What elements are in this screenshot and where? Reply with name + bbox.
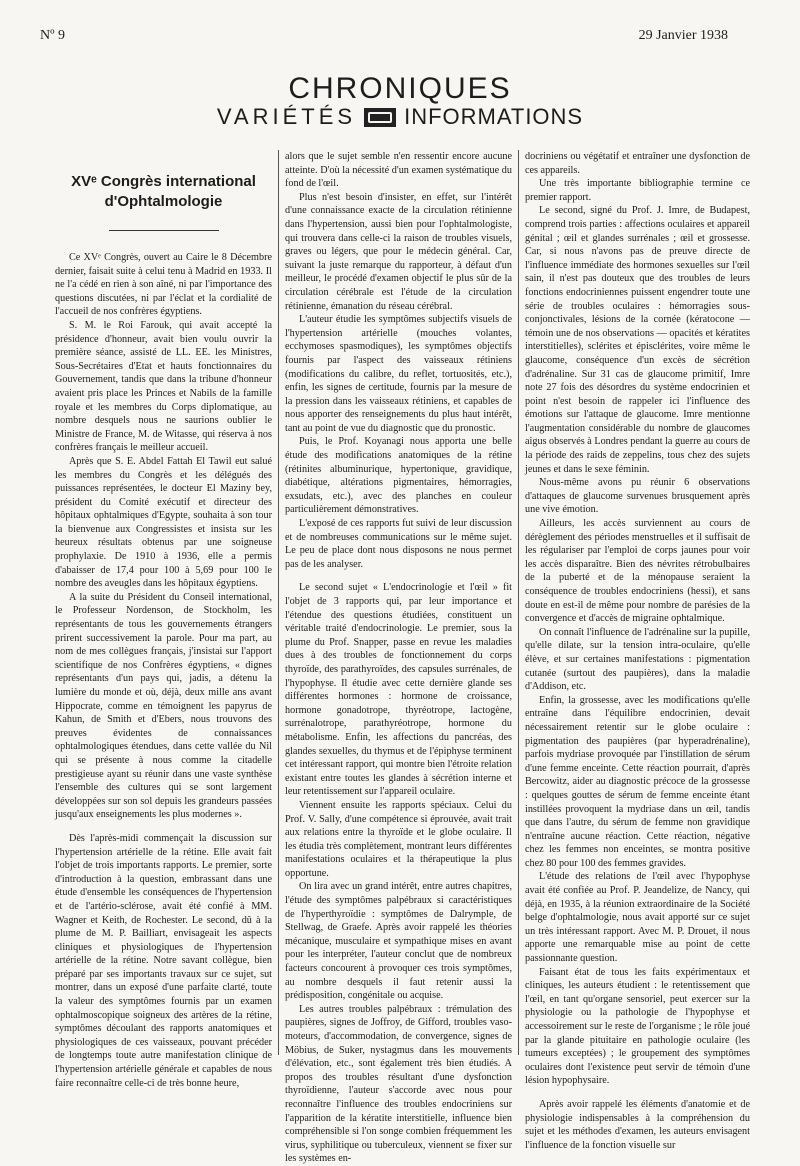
article-paragraph: Ce XVᵉ Congrès, ouvert au Caire le 8 Décembre dernier, faisait suite à celui tenu à Madrid en 1933. Il ne l'a cédé en rien à son aîné, ni par l'importance des questions discutées, ni par l'éclat et la cordialité de l'accueil de nos confrères égyptiens. — [55, 252, 272, 318]
article-paragraph: L'auteur étudie les symptômes subjectifs visuels de l'hypertension artérielle (mouches volantes, ecchymoses spasmodiques), les symptômes objectifs fournis par l'aspect des vaisseaux rétiniens (modifications du calibre, du reflet, tortuosités, etc.), enfin, les signes de certitude, fournis par la mesure de la pression dans les vaisseaux rétiniens, et capables de nous apporter des renseignements du plus haut intérêt, tant au point de vue du diagnostic que du pronostic. — [285, 314, 512, 434]
article-paragraph: Plus n'est besoin d'insister, en effet, sur l'intérêt d'une connaissance exacte de la circulation rétinienne dans l'hypertension, aussi bien pour l'ophtalmologiste, qui trouvera dans celle-ci la raison de troubles visuels, graves ou légers, que pour le médecin général. Car, suivant la juste remarque du rapporteur, à défaut d'un meilleur, le procédé d'examen objectif le plus sûr de la circulation cérébrale est l'étude de la circulation rétinienne, émanation du réseau cérébral. — [285, 191, 512, 312]
masthead-informations: INFORMATIONS — [404, 104, 584, 129]
column-divider — [518, 150, 519, 1055]
masthead-title: CHRONIQUES — [288, 72, 512, 105]
column-divider — [278, 150, 279, 1055]
masthead-subtitle — [0, 104, 800, 130]
article-paragraph: A la suite du Président du Conseil international, le Professeur Nordenson, de Stockholm, les représentants de tous les gouvernements étrangers prirent successivement la parole. Pour ma part, au nom de mes collègues français, j'insistai sur l'apport scientifique de nos Confrères égyptiens, « dignes représentants d'un pays qui, jadis, a détenu la lumière du monde et où, déjà, deux mille ans avant Hippocrate, comme en témoignent les papyrus de Kahun, de Smith et d'Ebers, nous trouvons des preuves évidentes de connaissances ophtalmologiques étendues, dans cette vallée du Nil qui se présente à nous comme la citadelle prestigieuse ayant su réunir dans une vaste synthèse l'ensemble des cultures qui se sont largement développées sur son sol depuis les grandeurs passées jusqu'aux enseignements les plus modernes ». — [55, 591, 272, 821]
issue-date: 29 Janvier 1938 — [638, 28, 728, 43]
article-title: XVᵉ Congrès international d'Ophtalmologie — [71, 173, 256, 210]
article-paragraph: Nous-même avons pu réunir 6 observations d'attaques de glaucome survenues brusquement après une vive émotion. — [525, 477, 750, 516]
article-paragraph: On connaît l'influence de l'adrénaline sur la pupille, qu'elle dilate, sur la tension intra-oculaire, qu'elle élève, et sur certaines manifestations : pigmentation cutanée (surtout des paupières), dans la maladie d'Addison, etc. — [525, 626, 750, 693]
text-column-3 — [525, 150, 750, 1152]
article-paragraph: Enfin, la grossesse, avec les modifications qu'elle entraîne dans l'équilibre endocrinien, devait nécessairement retentir sur le globe oculaire : pigmentation des paupières (par hyperadrénaline), parfois mydriase provoquée par l'instillation de sérum d'une femme enceinte. Cette réaction pourrait, d'après Bercowitz, aider au diagnostic précoce de la grossesse : quelques gouttes de sérum de femme enceinte étant instillées provoquent la mydriase dans un œil, tandis que dans l'autre, du sérum de femme non gravidique n'entraîne aucune réaction. Cette réaction, négative chez les femmes non enceintes, se montra positive chez 80 pour 100 des femmes gravides. — [525, 694, 750, 869]
article-paragraph: Après avoir rappelé les éléments d'anatomie et de physiologie indispensables à la compréhension du sujet et les méthodes d'examen, les auteurs envisagent l'influence de la fonction visuelle sur — [525, 1098, 750, 1151]
article-paragraph: Ailleurs, les accès surviennent au cours de dérèglement des périodes menstruelles et il suffisait de les régulariser par l'emploi de corps jaunes pour voir les accès disparaître. Bien des névrites rétrobulbaires de la puberté et de la ménopause seraient la conséquence de troubles endocriniens (hessi), et sans doute en est-il de même pour nombre de parésies de la convergence et d'accès de migraine ophtalmique. — [525, 518, 750, 625]
article-paragraph: L'exposé de ces rapports fut suivi de leur discussion et de nombreuses communications sur le même sujet. Le peu de place dont nous disposons ne nous permet pas de les analyser. — [285, 518, 512, 570]
article-paragraph: Dès l'après-midi commençait la discussion sur l'hypertension artérielle de la rétine. Elle avait fait l'objet de trois importants rapports. Le premier, sorte d'introduction à la question, embrassant dans une étude d'ensemble les conséquences de l'hypertension et de l'artério-sclérose, avait été confié à MM. Wagner et Keith, de Rochester. Le second, dû à la plume de M. P. Bailliart, envisageait les aspects cliniques et physiologiques de l'hypertension artérielle de la rétine. Notre savant collègue, bien préparé par ses importants travaux sur ce sujet, sut montrer, dans un exposé d'une parfaite clarté, toute la valeur des symptômes fournis par un examen ophtalmoscopique soigneux des artères de la rétine, symptômes découlant des rapports anatomiques et physiologiques de ces vaisseaux, pouvant précéder de longtemps toute autre manifestation clinique de l'hypertension artérielle générale et capables de nous faire reconnaître celle-ci de très bonne heure, — [55, 832, 272, 1089]
press-emblem-icon — [364, 108, 396, 127]
article-paragraph: Le second, signé du Prof. J. Imre, de Budapest, comprend trois parties : affections oculaires et appareil génital ; œil et glandes surrénales ; œil et grossesse. Car, si nous n'avons pas de preuve directe de l'influence immédiate des hormones sexuelles sur l'œil sain, il n'est pas douteux que des troubles de leurs fonctions endocriniennes puissent engendrer toute une série de troubles oculaires : hémorragies sous-conjonctivales, lésions de la cornée (kératocone — témoin une de nos observations — opacités et kératites interstitielles), sclérites et épisclérites, voire même le glaucome, conséquence d'un excès de sécrétion d'adrénaline. Sur 31 cas de glaucome primitif, Imre note 27 fois des désordres du système endocrinien et point n'est besoin de rappeler ici l'influence des émotions sur l'attaque de glaucome. Imre mentionne l'augmentation considérable du nombre de glaucomes aigus observés à Londres pendant la guerre au cours de la période des raids de zeppelins, tous chez des sujets jeunes et dans le sexe féminin. — [525, 205, 750, 475]
article-paragraph: Faisant état de tous les faits expérimentaux et cliniques, les auteurs étudient : le retentissement que l'œil, en tant qu'organe sensoriel, peut exercer sur la physiologie ou la pathologie de l'hypophyse et accessoirement sur le reste de l'organisme ; le rôle joué par la glande pituitaire en pathologie oculaire (les tumeurs exceptées) ; le groupement des symptômes oculaires dont l'existence peut servir de témoin d'une lésion hypophysaire. — [525, 966, 750, 1087]
article-paragraph: docriniens ou végétatif et entraîner une dysfonction de ces appareils. — [525, 151, 750, 176]
article-paragraph: Les autres troubles palpébraux : trémulation des paupières, signes de Joffroy, de Gifford, troubles vaso-moteurs, d'accommodation, de convergence, signes de Möbius, de Suker, nystagmus dans les mouvements d'élévation, etc., sont également très bien étudiés. A propos des troubles résultant d'une dysfonction thyroïdienne, l'auteur s'accorde avec nous pour reconnaître l'influence des troubles endocriniens sur l'apparition de la kératite interstitielle, influence bien compréhensible si l'on songe combien fréquemment les virus, syphilitique ou tuberculeux, viennent se fixer sur les systèmes en- — [285, 1003, 512, 1165]
text-column-1 — [55, 172, 272, 1090]
article-paragraph: L'étude des relations de l'œil avec l'hypophyse avait été confiée au Prof. P. Jeandelize, de Nancy, qui déjà, en 1935, à la réunion extraordinaire de la Société belge d'ophtalmologie, nous avait apporté sur ce sujet un très intéressant rapport. Avec M. P. Drouet, il nous apporte une remarquable mise au point de cette passionnante question. — [525, 871, 750, 965]
article-paragraph: Viennent ensuite les rapports spéciaux. Celui du Prof. V. Sally, d'une compétence si éprouvée, avait trait aux relations entre la thyroïde et le globe oculaire. Il les étudia très complètement, montrant leurs différentes manifestations oculaires et la thérapeutique la plus opportune. — [285, 799, 512, 879]
masthead-varietes: VARIÉTÉS — [216, 104, 357, 129]
article-paragraph: Le second sujet « L'endocrinologie et l'œil » fit l'objet de 3 rapports qui, par leur importance et l'étendue des questions étudiées, constituent un véritable traité d'endocrinologie. Le premier, sous la plume du Prof. Snapper, passe en revue les maladies dues à des troubles de fonctionnement du corps thyroïde, des parathyroïdes, des capsules surrénales, de l'hypophyse. Il étudie avec cette dernière glande ses différentes hormones : hormone de croissance, hormone gonadotrope, thyréotrope, lactogène, surrénalotrope, parathyréotrope, hormone du métabolisme. Enfin, les affections du pancréas, des glandes sexuelles, du thymus et de l'épiphyse terminent cet intéressant rapport, qui montre bien l'étroite relation existant entre toutes les glandes à sécrétion interne et leur retentissement sur l'appareil oculaire. — [285, 582, 512, 798]
title-rule — [109, 230, 219, 231]
article-paragraph: On lira avec un grand intérêt, entre autres chapitres, l'étude des symptômes palpébraux si caractéristiques de l'hyperthyroïdie : symptômes de Dalrymple, de Stellwag, de Graefe. Après avoir rappelé les théories mécanique, musculaire et sympathique mises en avant pour les interpréter, l'auteur conclut que de nombreux facteurs concourent à provoquer ces trois symptômes, au nombre desquels il faut retenir aussi la prédisposition, congénitale ou acquise. — [285, 881, 512, 1002]
article-paragraph: Une très importante bibliographie termine ce premier rapport. — [525, 178, 750, 203]
text-column-2 — [285, 150, 512, 1166]
article-paragraph: Puis, le Prof. Koyanagi nous apporta une belle étude des modifications anatomiques de la rétine (rétinites albuminurique, hypertonique, gravidique, diabétique, altérations pigmentaires, hémorragies, exsudats, etc.), avec des planches en couleur particulièrement démonstratives. — [285, 436, 512, 516]
issue-number: Nº 9 — [40, 28, 65, 43]
article-paragraph: alors que le sujet semble n'en ressentir encore aucune atteinte. D'où la nécessité d'un examen systématique du fond de l'œil. — [285, 151, 512, 190]
article-paragraph: Après que S. E. Abdel Fattah El Tawil eut salué les membres du Congrès et les délégués des puissances représentées, le docteur El Maziny bey, président du Comité exécutif et directeur des hôpitaux ophtalmiques d'Egypte, souhaita à son tour la bienvenue aux Congressistes et insista sur les heureux résultats obtenus par une soigneuse prophylaxie. De 1910 à 1936, elle a permis d'abaisser de 17,4 pour 100 à 5,69 pour 100 le nombre des aveugles dans les hôpitaux égyptiens. — [55, 455, 272, 590]
article-paragraph: S. M. le Roi Farouk, qui avait accepté la présidence d'honneur, avait bien voulu ouvrir la première séance, assisté de LL. EE. les Ministres, Sous-Secrétaires d'Etat et hauts fonctionnaires du Gouvernement, tandis que dans la tribune d'honneur avaient pris place les Princes et Nabils de la famille royale et les membres du Corps diplomatique, au nombre desquels nous ne saurions oublier le Ministre de France, M. de Witasse, qui réserva à nos confrères français le meilleur accueil. — [55, 319, 272, 454]
